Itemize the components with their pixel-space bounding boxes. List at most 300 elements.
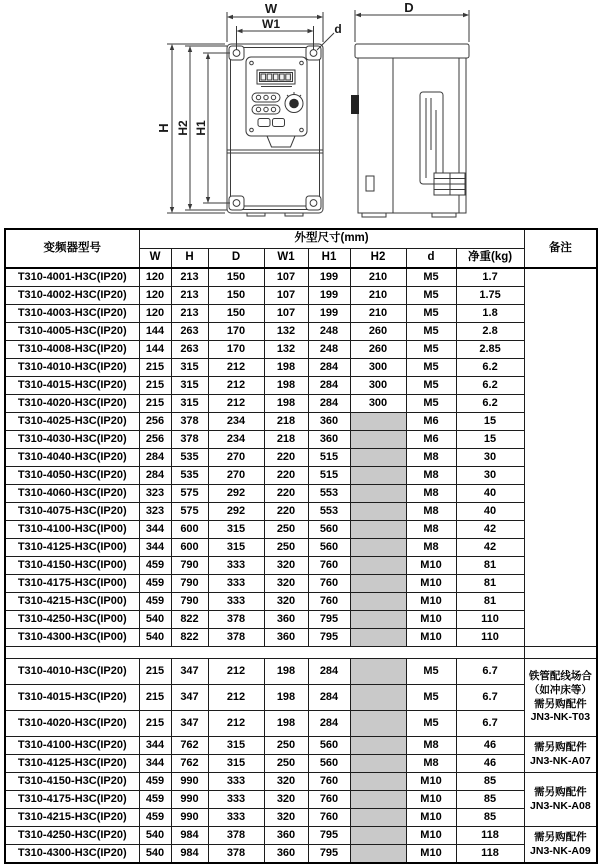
dim-cell-D: 333 xyxy=(208,557,264,575)
table-row xyxy=(5,827,597,845)
dim-cell-weight: 1.75 xyxy=(456,287,524,305)
dim-cell-d: M5 xyxy=(406,659,456,685)
model-cell: T310-4020-H3C(IP20) xyxy=(5,711,139,737)
dim-cell-W1: 250 xyxy=(264,755,308,773)
dim-cell-W: 120 xyxy=(139,268,171,287)
dim-cell-H2 xyxy=(350,467,406,485)
table-row xyxy=(5,485,597,503)
dim-cell-H2 xyxy=(350,503,406,521)
dim-cell-D: 170 xyxy=(208,323,264,341)
dim-cell-H: 600 xyxy=(171,539,208,557)
dim-cell-d: M8 xyxy=(406,521,456,539)
dim-cell-H1: 515 xyxy=(308,467,350,485)
dim-cell-W1: 107 xyxy=(264,287,308,305)
table-row xyxy=(5,685,597,711)
dim-label-depth: D xyxy=(404,0,414,15)
model-cell: T310-4300-H3C(IP20) xyxy=(5,845,139,864)
dim-cell-H1: 760 xyxy=(308,575,350,593)
dim-cell-d: M8 xyxy=(406,503,456,521)
dim-cell-H: 575 xyxy=(171,503,208,521)
separator-remark-cell xyxy=(524,647,597,659)
model-cell: T310-4175-H3C(IP00) xyxy=(5,575,139,593)
dim-cell-d: M5 xyxy=(406,359,456,377)
dim-cell-weight: 30 xyxy=(456,449,524,467)
table-row xyxy=(5,557,597,575)
dim-cell-W1: 132 xyxy=(264,323,308,341)
dim-cell-W1: 360 xyxy=(264,611,308,629)
dim-cell-H: 347 xyxy=(171,659,208,685)
dim-cell-D: 333 xyxy=(208,593,264,611)
dim-cell-D: 212 xyxy=(208,359,264,377)
dim-cell-W1: 250 xyxy=(264,737,308,755)
side-view xyxy=(351,44,469,217)
dim-cell-D: 212 xyxy=(208,659,264,685)
dim-cell-W1: 220 xyxy=(264,449,308,467)
remark-line: 需另购配件 xyxy=(534,830,587,843)
model-cell: T310-4025-H3C(IP20) xyxy=(5,413,139,431)
dim-cell-d: M5 xyxy=(406,268,456,287)
dim-cell-D: 270 xyxy=(208,449,264,467)
table-row xyxy=(5,341,597,359)
table-row xyxy=(5,611,597,629)
dim-cell-H: 213 xyxy=(171,287,208,305)
dim-cell-weight: 46 xyxy=(456,755,524,773)
table-row xyxy=(5,413,597,431)
led-display xyxy=(257,70,295,87)
dim-cell-H: 984 xyxy=(171,827,208,845)
dim-cell-H1: 284 xyxy=(308,659,350,685)
dim-cell-H1: 199 xyxy=(308,287,350,305)
dim-cell-weight: 6.7 xyxy=(456,659,524,685)
dim-cell-H: 822 xyxy=(171,629,208,647)
dim-cell-H: 984 xyxy=(171,845,208,864)
dim-cell-D: 378 xyxy=(208,611,264,629)
dim-cell-W1: 198 xyxy=(264,685,308,711)
model-cell: T310-4300-H3C(IP00) xyxy=(5,629,139,647)
dim-cell-weight: 15 xyxy=(456,431,524,449)
table-row xyxy=(5,629,597,647)
dim-cell-W1: 198 xyxy=(264,359,308,377)
dim-cell-W1: 360 xyxy=(264,629,308,647)
dim-cell-H2 xyxy=(350,659,406,685)
table-row xyxy=(5,431,597,449)
dim-cell-d: M10 xyxy=(406,629,456,647)
model-cell: T310-4040-H3C(IP20) xyxy=(5,449,139,467)
dim-cell-D: 270 xyxy=(208,467,264,485)
dim-cell-H2: 260 xyxy=(350,323,406,341)
remark-line: JN3-NK-A08 xyxy=(530,799,591,812)
table-row xyxy=(5,359,597,377)
dim-cell-W1: 198 xyxy=(264,711,308,737)
table-row xyxy=(5,395,597,413)
model-cell: T310-4100-H3C(IP20) xyxy=(5,737,139,755)
dim-cell-H1: 284 xyxy=(308,359,350,377)
header-row-1 xyxy=(5,229,597,249)
dim-cell-d: M5 xyxy=(406,377,456,395)
dim-cell-W1: 220 xyxy=(264,467,308,485)
dim-cell-weight: 6.2 xyxy=(456,395,524,413)
model-cell: T310-4075-H3C(IP20) xyxy=(5,503,139,521)
dim-cell-weight: 118 xyxy=(456,845,524,864)
dim-cell-H2: 210 xyxy=(350,268,406,287)
dim-cell-H2 xyxy=(350,557,406,575)
dim-cell-W: 215 xyxy=(139,711,171,737)
dim-cell-weight: 30 xyxy=(456,467,524,485)
dim-cell-weight: 1.8 xyxy=(456,305,524,323)
dim-cell-W: 344 xyxy=(139,539,171,557)
dim-cell-weight: 6.2 xyxy=(456,377,524,395)
dim-cell-weight: 42 xyxy=(456,521,524,539)
table-row xyxy=(5,575,597,593)
dim-cell-H1: 760 xyxy=(308,593,350,611)
dim-cell-D: 234 xyxy=(208,431,264,449)
remark-line: （如冲床等） xyxy=(528,683,592,696)
dim-cell-H: 535 xyxy=(171,467,208,485)
dim-cell-D: 234 xyxy=(208,413,264,431)
remark-cell xyxy=(524,737,597,773)
dim-cell-W1: 218 xyxy=(264,413,308,431)
dim-cell-weight: 2.8 xyxy=(456,323,524,341)
header-col-w1: W1 xyxy=(264,249,308,269)
header-col-h: H xyxy=(171,249,208,269)
dim-cell-H2 xyxy=(350,449,406,467)
dim-cell-W1: 218 xyxy=(264,431,308,449)
dim-cell-D: 378 xyxy=(208,629,264,647)
dim-cell-H2: 300 xyxy=(350,377,406,395)
dim-cell-W1: 220 xyxy=(264,485,308,503)
dim-cell-D: 378 xyxy=(208,827,264,845)
dim-cell-W: 344 xyxy=(139,755,171,773)
dim-cell-W1: 132 xyxy=(264,341,308,359)
dim-cell-D: 315 xyxy=(208,737,264,755)
dim-cell-H1: 284 xyxy=(308,395,350,413)
dim-cell-weight: 85 xyxy=(456,809,524,827)
dim-cell-H2: 300 xyxy=(350,395,406,413)
model-cell: T310-4175-H3C(IP20) xyxy=(5,791,139,809)
remark-cell xyxy=(524,659,597,737)
separator-row xyxy=(5,647,597,659)
dim-cell-d: M5 xyxy=(406,711,456,737)
dim-cell-W1: 107 xyxy=(264,268,308,287)
dim-cell-d: M10 xyxy=(406,827,456,845)
dim-cell-H1: 199 xyxy=(308,305,350,323)
table-row xyxy=(5,737,597,755)
dim-cell-H1: 760 xyxy=(308,791,350,809)
model-cell: T310-4010-H3C(IP20) xyxy=(5,659,139,685)
side-connector xyxy=(351,95,359,114)
model-cell: T310-4020-H3C(IP20) xyxy=(5,395,139,413)
front-view xyxy=(227,44,323,216)
table-body xyxy=(5,268,597,863)
dim-cell-W1: 220 xyxy=(264,503,308,521)
dim-cell-weight: 15 xyxy=(456,413,524,431)
dim-cell-d: M10 xyxy=(406,809,456,827)
table-row xyxy=(5,323,597,341)
dim-cell-H1: 284 xyxy=(308,685,350,711)
table-row xyxy=(5,449,597,467)
dim-cell-H: 600 xyxy=(171,521,208,539)
dim-cell-H2 xyxy=(350,845,406,864)
dim-cell-weight: 85 xyxy=(456,773,524,791)
model-cell: T310-4215-H3C(IP00) xyxy=(5,593,139,611)
header-col-h1: H1 xyxy=(308,249,350,269)
dimension-diagram xyxy=(0,0,600,228)
dim-cell-H1: 795 xyxy=(308,611,350,629)
vent-grille xyxy=(434,173,465,195)
dim-cell-W: 540 xyxy=(139,827,171,845)
dim-cell-H2 xyxy=(350,539,406,557)
dim-cell-W1: 198 xyxy=(264,395,308,413)
header-col-w: W xyxy=(139,249,171,269)
dim-cell-W: 323 xyxy=(139,485,171,503)
dim-cell-H1: 560 xyxy=(308,539,350,557)
dim-cell-W: 284 xyxy=(139,467,171,485)
dim-cell-W: 344 xyxy=(139,737,171,755)
table-row xyxy=(5,467,597,485)
knob xyxy=(285,92,303,113)
dim-cell-H2 xyxy=(350,755,406,773)
dim-cell-d: M10 xyxy=(406,593,456,611)
dim-cell-H2 xyxy=(350,521,406,539)
dim-label-h1: H1 xyxy=(194,120,208,136)
model-cell: T310-4150-H3C(IP20) xyxy=(5,773,139,791)
dim-cell-d: M5 xyxy=(406,341,456,359)
dim-cell-d: M10 xyxy=(406,773,456,791)
remark-line: JN3-NK-A09 xyxy=(530,844,591,857)
dim-cell-H2 xyxy=(350,575,406,593)
dim-cell-D: 378 xyxy=(208,845,264,864)
dim-cell-W: 144 xyxy=(139,341,171,359)
dim-cell-D: 333 xyxy=(208,809,264,827)
dim-cell-d: M8 xyxy=(406,485,456,503)
dim-cell-H2: 300 xyxy=(350,359,406,377)
dim-cell-H: 790 xyxy=(171,593,208,611)
dim-cell-W: 459 xyxy=(139,593,171,611)
dim-cell-H2: 210 xyxy=(350,287,406,305)
dim-cell-H: 535 xyxy=(171,449,208,467)
table-row xyxy=(5,305,597,323)
remark-line: JN3-NK-A07 xyxy=(530,754,591,767)
dim-cell-D: 212 xyxy=(208,377,264,395)
dim-cell-W1: 320 xyxy=(264,593,308,611)
dim-label-h: H xyxy=(156,123,171,133)
dim-cell-H2 xyxy=(350,593,406,611)
dim-cell-H1: 248 xyxy=(308,341,350,359)
model-cell: T310-4005-H3C(IP20) xyxy=(5,323,139,341)
dim-cell-d: M5 xyxy=(406,287,456,305)
dim-cell-W1: 320 xyxy=(264,791,308,809)
dim-cell-H2 xyxy=(350,413,406,431)
dim-cell-d: M5 xyxy=(406,323,456,341)
table-row xyxy=(5,503,597,521)
dim-cell-weight: 110 xyxy=(456,611,524,629)
dim-cell-H2 xyxy=(350,629,406,647)
dim-cell-H2 xyxy=(350,773,406,791)
dim-cell-W1: 198 xyxy=(264,659,308,685)
table-row xyxy=(5,539,597,557)
dim-cell-d: M5 xyxy=(406,395,456,413)
remark-line: 需另购配件 xyxy=(534,697,587,710)
dim-cell-W: 323 xyxy=(139,503,171,521)
dim-cell-weight: 46 xyxy=(456,737,524,755)
dim-cell-d: M8 xyxy=(406,449,456,467)
table-row xyxy=(5,711,597,737)
remark-line: 铁管配线场合 xyxy=(528,670,592,683)
dim-label-w: W xyxy=(264,1,278,16)
header-dims-group: 外型尺寸(mm) xyxy=(139,229,524,249)
dim-cell-weight: 42 xyxy=(456,539,524,557)
dim-cell-d: M5 xyxy=(406,305,456,323)
dim-cell-H2 xyxy=(350,791,406,809)
table-row xyxy=(5,791,597,809)
dim-cell-D: 315 xyxy=(208,755,264,773)
dim-cell-D: 150 xyxy=(208,305,264,323)
model-cell: T310-4060-H3C(IP20) xyxy=(5,485,139,503)
dim-cell-weight: 110 xyxy=(456,629,524,647)
dim-cell-H1: 284 xyxy=(308,711,350,737)
dim-cell-H1: 760 xyxy=(308,773,350,791)
dim-cell-W: 144 xyxy=(139,323,171,341)
dim-cell-weight: 6.7 xyxy=(456,685,524,711)
dim-cell-H2 xyxy=(350,711,406,737)
dim-cell-d: M10 xyxy=(406,611,456,629)
dim-cell-H: 378 xyxy=(171,431,208,449)
dim-cell-W1: 320 xyxy=(264,773,308,791)
dim-cell-W1: 360 xyxy=(264,827,308,845)
dim-cell-weight: 6.2 xyxy=(456,359,524,377)
dim-cell-W: 256 xyxy=(139,431,171,449)
remark-cell xyxy=(524,773,597,827)
dim-cell-weight: 40 xyxy=(456,503,524,521)
model-cell: T310-4100-H3C(IP00) xyxy=(5,521,139,539)
dim-cell-H: 315 xyxy=(171,359,208,377)
table-row xyxy=(5,845,597,864)
dim-cell-d: M8 xyxy=(406,755,456,773)
model-cell: T310-4150-H3C(IP00) xyxy=(5,557,139,575)
table-row xyxy=(5,755,597,773)
dim-cell-H: 263 xyxy=(171,341,208,359)
table-row xyxy=(5,521,597,539)
dim-cell-H1: 553 xyxy=(308,503,350,521)
remark-line: 需另购配件 xyxy=(534,785,587,798)
dim-cell-W: 284 xyxy=(139,449,171,467)
dim-cell-W1: 320 xyxy=(264,575,308,593)
separator-cell xyxy=(5,647,524,659)
table-row xyxy=(5,659,597,685)
dim-cell-W: 215 xyxy=(139,359,171,377)
dim-cell-D: 333 xyxy=(208,575,264,593)
dim-cell-H: 990 xyxy=(171,791,208,809)
dim-cell-D: 150 xyxy=(208,268,264,287)
dim-cell-d: M10 xyxy=(406,557,456,575)
dim-cell-d: M5 xyxy=(406,685,456,711)
dim-cell-H: 263 xyxy=(171,323,208,341)
dim-cell-W: 459 xyxy=(139,773,171,791)
dim-cell-D: 315 xyxy=(208,521,264,539)
dim-cell-H2 xyxy=(350,827,406,845)
dim-cell-H: 378 xyxy=(171,413,208,431)
dim-cell-D: 170 xyxy=(208,341,264,359)
dim-label-h2: H2 xyxy=(176,120,190,136)
dim-cell-W: 459 xyxy=(139,791,171,809)
dim-cell-weight: 1.7 xyxy=(456,268,524,287)
dim-cell-W: 215 xyxy=(139,377,171,395)
dim-cell-H1: 515 xyxy=(308,449,350,467)
dim-cell-d: M8 xyxy=(406,737,456,755)
dim-cell-H1: 795 xyxy=(308,845,350,864)
dim-cell-H: 822 xyxy=(171,611,208,629)
dim-cell-D: 292 xyxy=(208,485,264,503)
model-cell: T310-4050-H3C(IP20) xyxy=(5,467,139,485)
dim-cell-W: 120 xyxy=(139,305,171,323)
dim-cell-H1: 760 xyxy=(308,557,350,575)
dim-cell-W: 215 xyxy=(139,659,171,685)
model-cell: T310-4008-H3C(IP20) xyxy=(5,341,139,359)
header-col-d: D xyxy=(208,249,264,269)
dim-cell-D: 212 xyxy=(208,685,264,711)
dim-cell-W1: 320 xyxy=(264,557,308,575)
dim-cell-W: 215 xyxy=(139,395,171,413)
dim-cell-H: 990 xyxy=(171,773,208,791)
table-row xyxy=(5,287,597,305)
dim-cell-d: M10 xyxy=(406,845,456,864)
model-cell: T310-4001-H3C(IP20) xyxy=(5,268,139,287)
dim-cell-H1: 284 xyxy=(308,377,350,395)
dim-cell-W1: 107 xyxy=(264,305,308,323)
header-model: 变频器型号 xyxy=(5,229,139,268)
dim-cell-W1: 250 xyxy=(264,521,308,539)
dim-cell-H2 xyxy=(350,485,406,503)
model-cell: T310-4003-H3C(IP20) xyxy=(5,305,139,323)
dim-cell-W: 540 xyxy=(139,629,171,647)
dim-cell-H2 xyxy=(350,685,406,711)
dim-cell-H: 990 xyxy=(171,809,208,827)
dim-cell-H: 790 xyxy=(171,557,208,575)
dim-cell-D: 212 xyxy=(208,395,264,413)
dim-cell-W: 459 xyxy=(139,557,171,575)
table-row xyxy=(5,773,597,791)
dim-cell-weight: 2.85 xyxy=(456,341,524,359)
dim-cell-H2 xyxy=(350,737,406,755)
dim-label-w1: W1 xyxy=(262,17,280,31)
dim-cell-weight: 85 xyxy=(456,791,524,809)
table-row xyxy=(5,377,597,395)
table-row xyxy=(5,809,597,827)
dim-cell-D: 292 xyxy=(208,503,264,521)
model-cell: T310-4002-H3C(IP20) xyxy=(5,287,139,305)
dim-cell-W1: 198 xyxy=(264,377,308,395)
model-cell: T310-4215-H3C(IP20) xyxy=(5,809,139,827)
dim-cell-H2: 210 xyxy=(350,305,406,323)
dim-cell-H: 213 xyxy=(171,268,208,287)
header-col-h2: H2 xyxy=(350,249,406,269)
dim-cell-H1: 560 xyxy=(308,521,350,539)
remark-cell xyxy=(524,827,597,864)
dim-cell-W: 540 xyxy=(139,845,171,864)
dim-cell-W: 459 xyxy=(139,575,171,593)
dim-cell-weight: 6.7 xyxy=(456,711,524,737)
model-cell: T310-4250-H3C(IP00) xyxy=(5,611,139,629)
dim-cell-W: 540 xyxy=(139,611,171,629)
dim-cell-d: M10 xyxy=(406,575,456,593)
dim-cell-W: 120 xyxy=(139,287,171,305)
dim-cell-D: 315 xyxy=(208,539,264,557)
dim-cell-D: 150 xyxy=(208,287,264,305)
header-col-weight: 净重(kg) xyxy=(456,249,524,269)
dim-cell-weight: 81 xyxy=(456,557,524,575)
dim-cell-d: M6 xyxy=(406,431,456,449)
dim-cell-weight: 81 xyxy=(456,593,524,611)
